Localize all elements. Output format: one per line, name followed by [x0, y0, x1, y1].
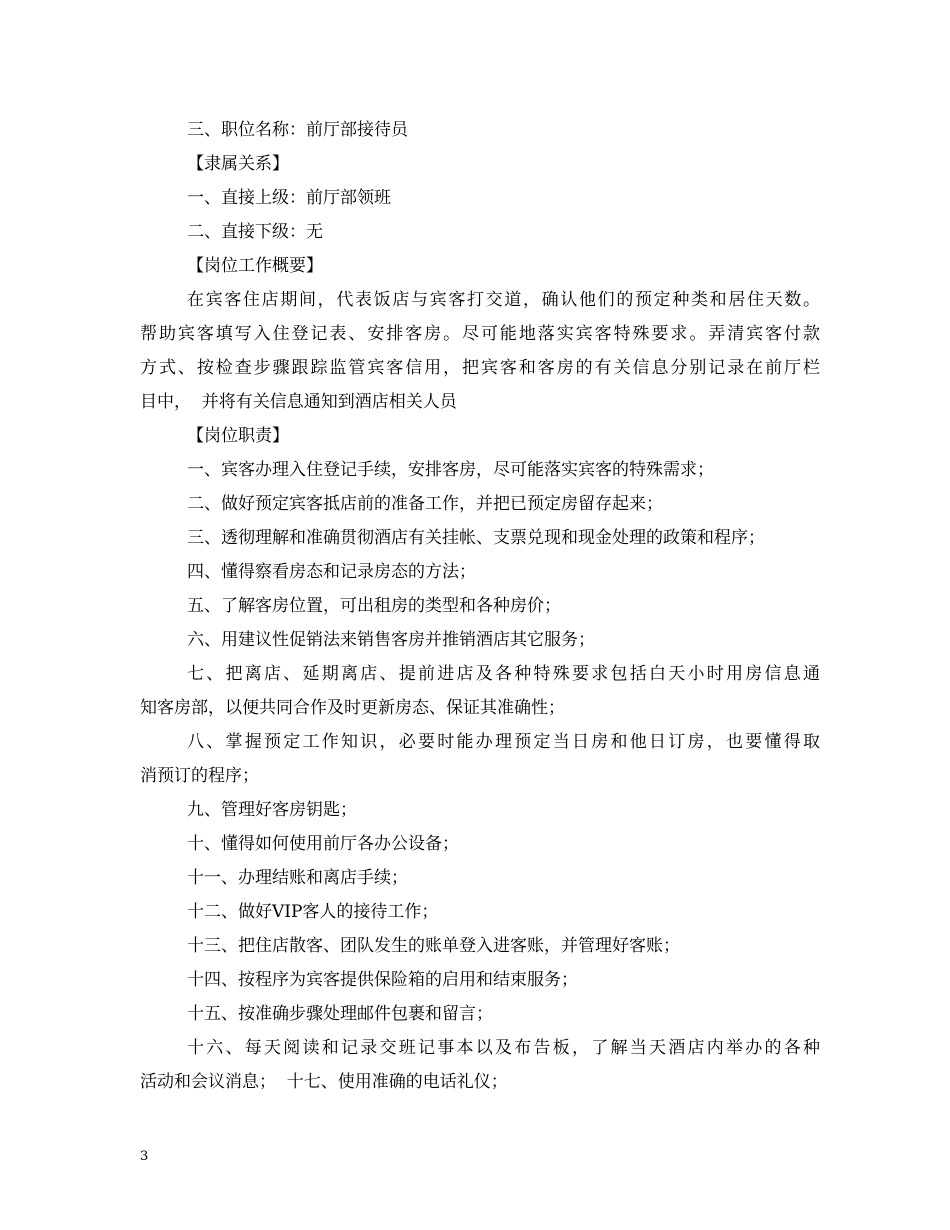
duty-item: 十一、办理结账和离店手续； [187, 868, 408, 888]
direct-subordinate: 二、直接下级：无 [187, 222, 323, 242]
summary-heading: 【岗位工作概要】 [187, 256, 323, 276]
reporting-heading: 【隶属关系】 [187, 154, 289, 174]
duty-item: 二、做好预定宾客抵店前的准备工作，并把已预定房留存起来； [187, 494, 663, 514]
duty-item-continued: 活动和会议消息； 十七、使用准确的电话礼仪； [140, 1072, 508, 1092]
page-number: 3 [140, 1149, 149, 1164]
duty-item-continued: 消预订的程序； [140, 766, 259, 786]
summary-line: 在宾客住店期间，代表饭店与宾客打交道，确认他们的预定种类和居住天数。 [187, 290, 820, 310]
duty-item: 十二、做好VIP客人的接待工作； [187, 902, 439, 922]
document-body [140, 113, 820, 1099]
duty-item: 八、掌握预定工作知识，必要时能办理预定当日房和他日订房，也要懂得取 [187, 732, 820, 752]
position-title: 三、职位名称：前厅部接待员 [187, 120, 408, 140]
duty-item: 十六、每天阅读和记录交班记事本以及布告板，了解当天酒店内举办的各种 [187, 1038, 820, 1058]
duty-item: 一、宾客办理入住登记手续，安排客房，尽可能落实宾客的特殊需求； [187, 460, 714, 480]
duty-item: 十四、按程序为宾客提供保险箱的启用和结束服务； [187, 970, 578, 990]
duty-item: 十五、按准确步骤处理邮件包裹和留言； [187, 1004, 493, 1024]
duty-item: 九、管理好客房钥匙； [187, 800, 357, 820]
duty-item: 三、透彻理解和准确贯彻酒店有关挂帐、支票兑现和现金处理的政策和程序； [187, 528, 765, 548]
summary-line: 方式、按检查步骤跟踪监管宾客信用，把宾客和客房的有关信息分别记录在前厅栏 [140, 358, 820, 378]
direct-superior: 一、直接上级：前厅部领班 [187, 188, 391, 208]
summary-line: 帮助宾客填写入住登记表、安排客房。尽可能地落实宾客特殊要求。弄清宾客付款 [140, 324, 820, 344]
duty-item-continued: 知客房部，以便共同合作及时更新房态、保证其准确性； [140, 698, 565, 718]
summary-line: 目中， 并将有关信息通知到酒店相关人员 [140, 392, 457, 412]
duty-item: 四、懂得察看房态和记录房态的方法； [187, 562, 476, 582]
duty-item: 十、懂得如何使用前厅各办公设备； [187, 834, 459, 854]
duty-item: 七、把离店、延期离店、提前进店及各种特殊要求包括白天小时用房信息通 [187, 664, 820, 684]
duty-item: 十三、把住店散客、团队发生的账单登入进客账，并管理好客账； [187, 936, 680, 956]
duty-item: 五、了解客房位置，可出租房的类型和各种房价； [187, 596, 561, 616]
duties-heading: 【岗位职责】 [187, 426, 289, 446]
duty-item: 六、用建议性促销法来销售客房并推销酒店其它服务； [187, 630, 595, 650]
